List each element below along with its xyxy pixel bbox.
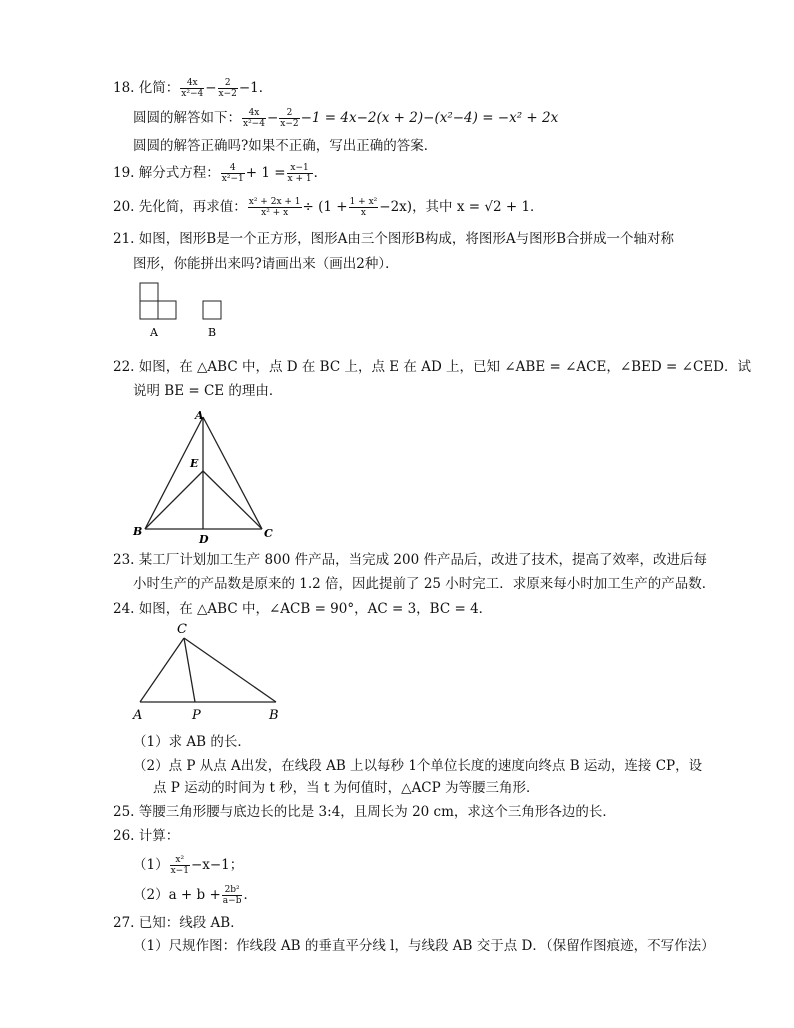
pt-c: C — [177, 622, 187, 637]
q24-triangle-figure — [130, 620, 300, 725]
pt-e: E — [190, 457, 199, 470]
q25-line1: 25. 等腰三角形腰与底边长的比是 3:4，且周长为 20 cm，求这个三角形各边的长． — [113, 804, 616, 820]
q22-triangle-figure — [125, 405, 285, 550]
q18-line1: 18. 化简： $\frac{4x}{\text{x²−4}}$ − $\frac{2}{x-2}$ −1． — [113, 78, 273, 99]
q26-part2: （2）a + b + $\frac{\text{2b²}}{a-b}$ ． — [133, 885, 257, 906]
pt-p: P — [192, 708, 201, 723]
q21-line2: 图形，你能拼出来吗?请画出来（画出2种）． — [133, 256, 399, 272]
q26-part1: （1） $\frac{\text{x²}}{x-1}$ −x−1； — [133, 855, 244, 876]
q24-line1: 24. 如图，在 △ABC 中，∠ACB = 90°，AC = 3，BC = 4． — [113, 601, 493, 617]
q21-line1: 21. 如图，图形B是一个正方形，图形A由三个图形B构成，将图形A与图形B合拼成一个轴对称 — [113, 231, 675, 247]
shape-b-square — [203, 301, 221, 319]
q26-label: 26. 计算： — [113, 828, 180, 844]
pt-a: A — [133, 708, 143, 723]
q24-part2-l2: 点 P 运动的时间为 t 秒，当 t 为何值时，△ACP 为等腰三角形． — [153, 780, 540, 796]
fig-label-a: A — [150, 326, 158, 339]
pt-c: C — [264, 527, 273, 540]
q21-figure — [130, 280, 240, 345]
q18-frac-2: $\frac{2}{x-2}$ — [218, 78, 237, 99]
pt-b: B — [269, 708, 279, 723]
q23-line1: 23. 某工厂计划加工生产 800 件产品，当完成 200 件产品后，改进了技术，提高了效率，改进后每 — [113, 552, 707, 568]
pt-a: A — [195, 409, 204, 422]
q19-frac-2: $\frac{x-1}{x + 1}$ — [287, 163, 312, 184]
q22-line2: 说明 BE = CE 的理由． — [133, 383, 283, 399]
q18-solution: 圆圆的解答如下： $\frac{4x}{\text{x²−4}}$ − $\frac{2}{x-2}$ −1 = 4x−2(x + 2)−(x²−4) = −x² + 2x — [133, 108, 559, 129]
q20-frac-2: $\frac{\text{1 + x²}}{x}$ — [349, 197, 378, 218]
q20-frac-1: $\frac{\text{x² + 2x + 1}}{\text{x² + x}}$ — [248, 197, 301, 218]
q27-part1: （1）尺规作图：作线段 AB 的垂直平分线 l，与线段 AB 交于点 D．（保留作图痕迹，不写作法） — [133, 938, 715, 954]
pt-d: D — [199, 533, 209, 546]
q18-sol-frac-1: $\frac{4x}{\text{x²−4}}$ — [243, 108, 265, 129]
q27-label: 27. 已知：线段 AB． — [113, 915, 244, 931]
shape-a-bottom-right-square — [158, 301, 176, 319]
q18-sol-frac-2: $\frac{2}{x-2}$ — [280, 108, 299, 129]
q24-part1: （1）求 AB 的长． — [133, 734, 251, 750]
q19-line: 19. 解分式方程： $\frac{4}{\text{x²−1}}$ + 1 = $\frac{x-1}{x + 1}$ ． — [113, 163, 328, 184]
pt-b: B — [133, 525, 143, 538]
q26-p2-frac: $\frac{\text{2b²}}{a-b}$ — [222, 885, 242, 906]
q18-frac-1: $\frac{4x}{\text{x²−4}}$ — [181, 78, 204, 99]
q19-frac-1: $\frac{4}{\text{x²−1}}$ — [221, 163, 244, 184]
fig-label-b: B — [207, 326, 217, 339]
q18-label: 18. 化简： — [113, 80, 180, 96]
shape-a-top-square — [140, 283, 158, 301]
q23-line2: 小时生产的产品数是原来的 1.2 倍，因此提前了 25 小时完工．求原来每小时加工生产的产品数． — [133, 576, 716, 592]
q20-line: 20. 先化简，再求值： $\frac{\text{x² + 2x + 1}}{\text{x² + x}}$ ÷ (1 + $\frac{\text{1 + x²}}{x}$ −2x)，其中 x = √2 + 1． — [113, 197, 544, 218]
q24-part2-l1: （2）点 P 从点 A出发，在线段 AB 上以每秒 1个单位长度的速度向终点 B 运动，连接 CP，设 — [133, 758, 703, 774]
shape-a-bottom-left-square — [140, 301, 158, 319]
q22-line1: 22. 如图，在 △ABC 中，点 D 在 BC 上，点 E 在 AD 上，已知 ∠ABE = ∠ACE，∠BED = ∠CED．试 — [113, 359, 751, 375]
q18-question: 圆圆的解答正确吗?如果不正确，写出正确的答案． — [133, 138, 438, 154]
q26-p1-frac: $\frac{\text{x²}}{x-1}$ — [170, 855, 189, 876]
